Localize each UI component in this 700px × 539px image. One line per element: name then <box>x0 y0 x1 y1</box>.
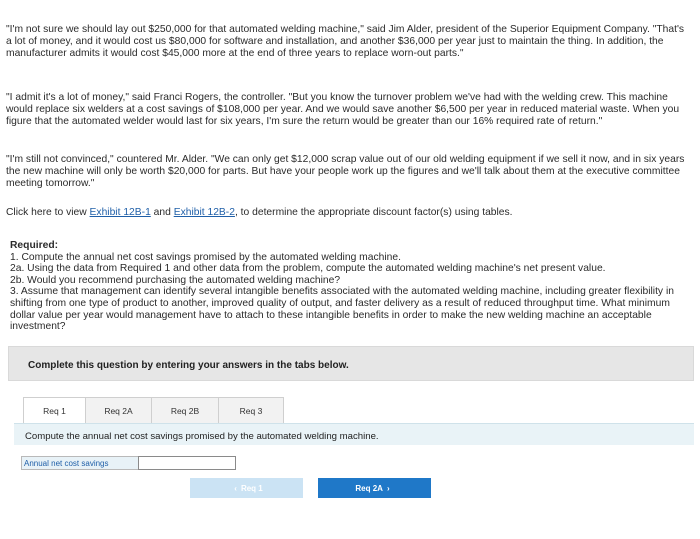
required-section <box>10 240 690 333</box>
required-item-1: 1. Compute the annual net cost savings promised by the automated welding machine. <box>10 251 401 263</box>
click-prefix: Click here to view <box>6 207 90 218</box>
tab-instruction-bar <box>14 423 694 445</box>
tab-req-3[interactable]: Req 3 <box>239 406 263 416</box>
next-req-button[interactable] <box>318 478 431 498</box>
prev-req-button[interactable] <box>190 478 303 498</box>
exhibit-12b-2-link[interactable]: Exhibit 12B-2 <box>173 207 235 218</box>
problem-paragraph-1: "I'm not sure we should lay out $250,000 for that automated welding machine," said Jim Alder, president of the Superior Equipment Company. "That's a lot of money, and it would cost us $80,000 for software and installation, and another $36,000 per year just to maintain the thing. In addition, the manufacturer admits it would cost $45,000 more at the end of three years to replace worn-out parts." <box>6 24 685 59</box>
next-button-label: Req 2A <box>355 483 383 493</box>
chevron-left-icon: ‹ <box>234 483 237 493</box>
annual-net-cost-savings-label: Annual net cost savings <box>21 456 139 470</box>
annual-net-cost-savings-input[interactable] <box>138 456 236 470</box>
tab-req-2a[interactable]: Req 2A <box>86 398 152 424</box>
required-item-2a: 2a. Using the data from Required 1 and other data from the problem, compute the automated welding machine's net present value. <box>10 263 606 275</box>
prev-button-label: Req 1 <box>240 483 263 493</box>
problem-paragraph-3: "I'm still not convinced," countered Mr. Alder. "We can only get $12,000 scrap value out of our old welding equipment if we sell it now, and in six years the new machine will only be worth $20,000 for parts. But have your people work up the figures and we'll talk about them at the executive committee meeting tomorrow." <box>6 154 685 189</box>
click-suffix: , to determine the appropriate discount factor(s) using tables. <box>234 207 513 218</box>
problem-paragraph-2: "I admit it's a lot of money," said Franci Rogers, the controller. "But you know the turnover problem we've had with the welding crew. This machine would replace six welders at a cost savings of $108,000 per year. And we would save another $6,500 per year in reduced material waste. When you figure that the automated welder would last for six years, I'm sure the return would be greater than our 16% required rate of return." <box>6 92 680 127</box>
and-text: and <box>150 207 174 218</box>
tab-instruction-text: Compute the annual net cost savings promised by the automated welding machine. <box>25 431 379 442</box>
chevron-right-icon: › <box>386 483 390 493</box>
required-item-2b: 2b. Would you recommend purchasing the automated welding machine? <box>10 274 341 286</box>
tab-req-1[interactable]: Req 1 <box>24 398 86 424</box>
requirement-tabs <box>23 397 284 425</box>
tab-req-2b[interactable]: Req 2B <box>152 398 219 424</box>
banner-text: Complete this question by entering your answers in the tabs below. <box>28 360 349 371</box>
exhibit-12b-1-link[interactable]: Exhibit 12B-1 <box>89 207 151 218</box>
required-item-3: 3. Assume that management can identify several intangible benefits associated with the automated welding machine, including greater flexibility in shifting from one type of product to another, improved quality of output, and faster delivery as a result of reduced throughput time. What minimum dollar value per year would management have to attach to these intangible benefits in order to make the new welding machine an acceptable investment? <box>10 286 674 333</box>
answer-row <box>21 456 236 470</box>
instructions-banner <box>8 346 694 381</box>
exhibit-instructions <box>6 207 686 219</box>
required-title: Required: <box>10 240 59 251</box>
